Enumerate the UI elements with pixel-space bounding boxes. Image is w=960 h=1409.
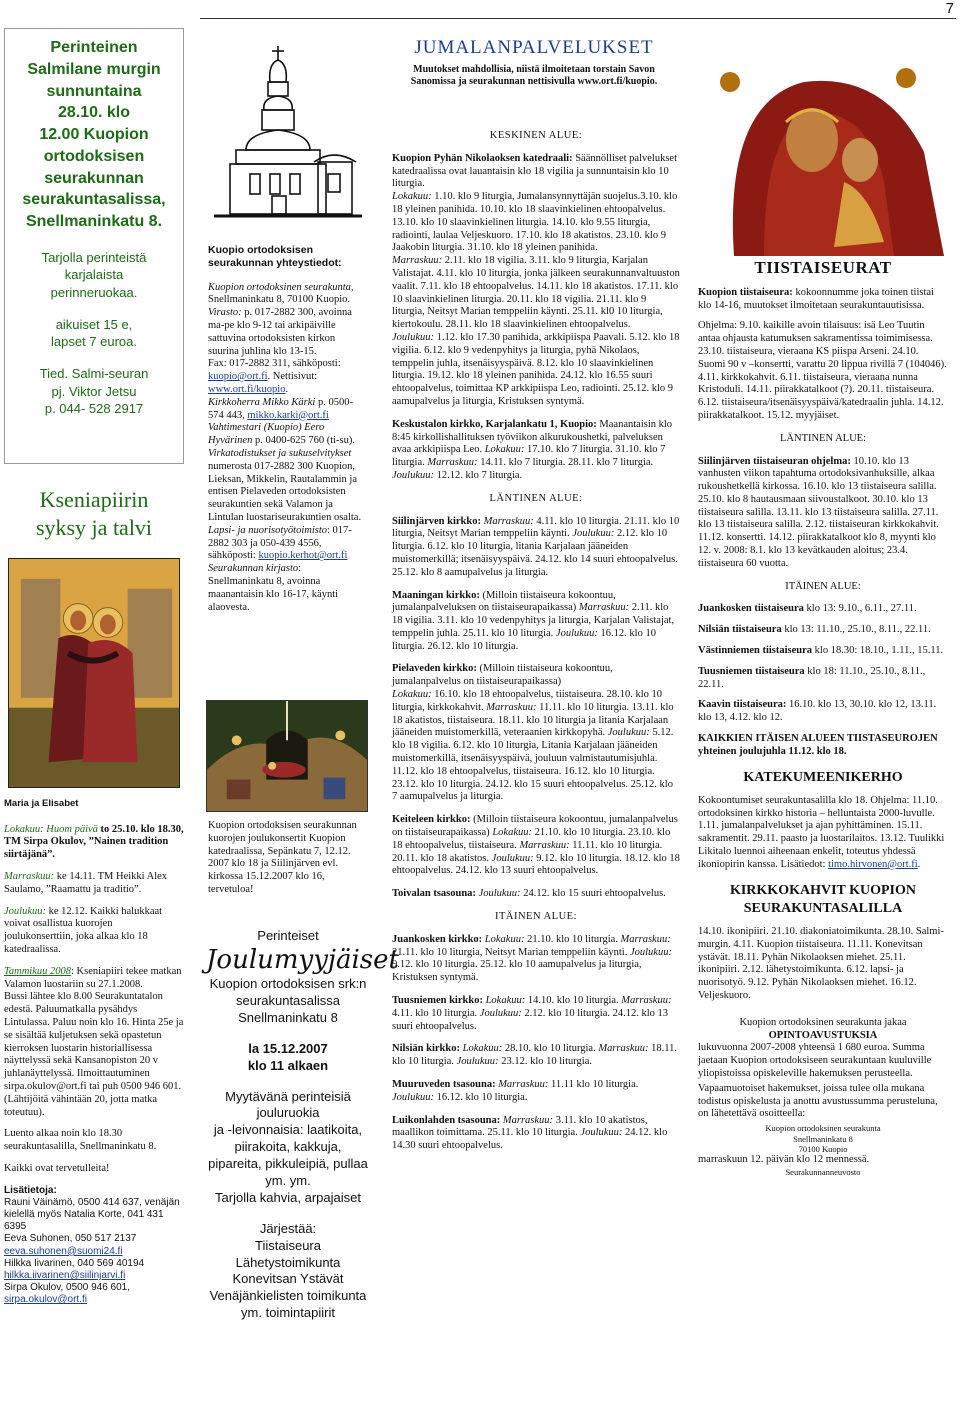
month-label: Marraskuu: (620, 933, 671, 945)
kp-tervetuloa: Kaikki ovat tervetulleita! (4, 1162, 110, 1174)
tiistai-ohjelma: Ohjelma: 9.10. kaikille avoin tilaisuus: isä Leo Tuutin antaa ohjausta katumuksen sakramentissa toimimisessa. 23.10. tiistaiseura, vieraana KS piispa Arseni. 24.10. Suomi 90 v –konsertti, varattu 20 lippua rivillä 7 (104046). 4.11. kirkkokahvit. 6.11. tiistaiseura, vieraana nunna Kristoduli. 14.11. piirakkatalkoot (?). 20.11. tiistaiseura. 6.12. tiistaiseura/itsenäisyyspäivä/katedraalin juhla. 14.12. piirakkatalkoot. 15.12. myyjäiset. (698, 320, 947, 421)
service-text: 12.12. klo 7 liturgia. (434, 469, 523, 481)
society-text: klo 18.30: 18.10., 1.11., 15.11. (812, 645, 944, 657)
month-label: Marraskuu: (621, 995, 672, 1007)
fair-organizer-label: Järjestää: (259, 1220, 317, 1236)
service-text: 14.10. klo 10 liturgia. (525, 995, 622, 1007)
service-text: 28.10. klo 10 liturgia. (502, 1043, 599, 1055)
lisatietoja (4, 1185, 184, 1307)
services-list (392, 124, 680, 1163)
service-text: (Milloin tiistaiseura kokoontuu, jumalanpalveluksen on tiistaiseurapaikassa) (392, 589, 616, 614)
tiistai-siilinjarvi (698, 456, 948, 571)
fair-line: Myytävänä perinteisiä jouluruokia (225, 1088, 351, 1121)
month-label: Marraskuu: (392, 255, 443, 267)
fair-line: Tarjolla kahvia, arpajaiset (215, 1189, 361, 1205)
month-label: Joulukuu: (4, 905, 46, 917)
kp-text: : Kseniapiiri tekee matkan Valamon luostariin su 27.1.2008. (4, 965, 182, 990)
opinto-text: Vapaamuotoiset hakemukset, joissa tulee olla mukana todistus opiskelusta ja anottu avustussumma perusteluna, on lähetettävä osoitteella: (698, 1082, 938, 1120)
murgin-menu: karjalaista (64, 267, 124, 283)
icon-caption: Maria ja Elisabet (4, 798, 79, 809)
murgin-price: lapset 7 euroa. (50, 334, 137, 350)
service-toivala (392, 888, 680, 901)
page-number: 7 (945, 0, 954, 17)
murgin-line: Snellmaninkatu 8. (25, 213, 163, 230)
church-name: Keskustalon kirkko, Karjalankatu 1, Kuopio: (392, 418, 597, 430)
month-label: Joulukuu: (607, 727, 650, 739)
service-pielavesi (392, 663, 680, 804)
service-text: 17.10. klo 7 liturgia. 31.10. klo 7 liturgia. (392, 444, 666, 469)
church-name: Kuopion Pyhän Nikolaoksen katedraali: (392, 152, 573, 164)
service-text: 11.11 klo 10 liturgia. (548, 1079, 639, 1090)
church-drawing (206, 42, 366, 238)
society-name: Västinniemen tiistaiseura (698, 645, 813, 657)
service-text: 21.10. klo 10 liturgia. 23.10. klo 18 ehtoopalvelus, tiistaiseura. (392, 827, 671, 851)
service-text: 11.11. klo 10 liturgia. 13.11. klo 18 akatistos, tiistaiseura. 18.11. klo 10 liturgia ja litania Karjalaan jääneiden muistomerkillä, veteraanien kirkkopyhä. (392, 701, 674, 739)
email-link[interactable]: kuopio@ort.fi (208, 371, 268, 383)
service-muuruvesi (392, 1079, 680, 1105)
service-text: 14.11. klo 7 liturgia. 28.11. klo 7 liturgia. (477, 457, 654, 469)
murgin-price: aikuiset 15 e, (55, 316, 133, 332)
nativity-icon (206, 700, 368, 812)
fair-place: Kuopion ortodoksisen srk:n seurakuntasalissa Snellmaninkatu 8 (209, 976, 367, 1025)
tiistai-juankoski (698, 603, 948, 616)
church-name: Muuruveden tsasouna: (392, 1079, 496, 1090)
section-heading: ITÄINEN ALUE: (785, 580, 861, 592)
month-label: Marraskuu: (486, 701, 537, 713)
kp-luento: Luento alkaa noin klo 18.30 seurakuntasalilla, Snellmaninkatu 8. (4, 1128, 157, 1153)
section-heading: ITÄINEN ALUE: (494, 911, 578, 923)
contact-text: Sirpa Okulov, 0500 946 601, (4, 1282, 131, 1294)
contact-text: Hilkka Iivarinen, 040 569 40194 (4, 1257, 145, 1269)
church-name: Juankosken kirkko: (392, 933, 483, 945)
month-label: Lokakuu: (482, 995, 526, 1007)
header-rule (200, 18, 956, 19)
address-line: Snellmaninkatu 8 (793, 1133, 853, 1144)
kseniapiiri-text (4, 798, 184, 1307)
email-link[interactable]: hilkka.iivarinen@siilinjarvi.fi (4, 1270, 126, 1282)
murgin-line: seurakuntasalissa, (22, 191, 166, 209)
contact-entry (208, 563, 368, 614)
society-text: kokoonnumme joka toinen tiistai klo 14-16, muutokset ilmoitetaan seurakuntauutisissa. (698, 286, 934, 311)
email-link[interactable]: kuopio.kerhot@ort.fi (258, 550, 348, 562)
contact-text: p. 017-2882 300, avoinna ma-pe klo 9-12 tai arkipäiville sattuvina ortodoksisten kirkon suurina juhlina klo 13-15. (208, 307, 352, 357)
katekumeeni-text: Kokoontumiset seurakuntasalilla klo 18. Ohjelma: 11.10. ortodoksinen kirkko historia – helluntaista 2000-luvulle. 1.11. jumalanpalvelukset ja ajan pyhittäminen. 15.11. sakramentit. 29.11. paasto ja luostarilaitos. 13.12. Tuulikki Likitalo luennoi aiheenaan enkelit, toteutus yhdessä ikoniopirin kanssa. Lisätiedot: timo.hirvonen@ort.fi. (698, 794, 945, 870)
month-label: Joulukuu: (572, 528, 615, 540)
opinto-deadline: marraskuun 12. päivän klo 12 mennessä. (698, 1154, 870, 1166)
email-link[interactable]: mikko.karki@ort.fi (247, 409, 329, 421)
society-text: 10.10. klo 13 vanhusten viikon tapahtuma ortodoksivanhuksille, alkaa rukoushetkellä kirkossa. 16.10. klo 13 tiistaiseura salilla. 25.10. klo 8 hautausmaan siivoustalkoot. 30.10. klo 13 tiistaiseura salilla. 13.11. klo 13 tiistaiseura salilla. 27.11. klo 13 tiistaiseura salilla. 2.12. tiistaiseuran kirkkokahvit. 11.12. konsertti. 14.12. piirakkatalkoot klo 8, myynti klo 12. v. 2008: 8.1. klo 13 kevätkauden aloitus; 23.4. tiistaiseura 60 vuotta. (698, 455, 939, 569)
month-label: Marraskuu: (578, 602, 630, 614)
society-name: Tuusniemen tiistaiseura (698, 665, 805, 677)
email-link[interactable]: timo.hirvonen@ort.fi (828, 858, 918, 870)
email-link[interactable]: sirpa.okulov@ort.fi (4, 1294, 87, 1306)
service-text: (Milloin tiistaiseura kokoontuu, jumalanpalvelus on tiistaiseurapaikassa) (392, 663, 613, 688)
kseniapiirin-title-line: Kseniapiirin (39, 487, 149, 512)
murgin-line: 28.10. klo (57, 104, 131, 122)
contact-text: Fax: 017-2882 311, sähköposti: (208, 358, 341, 370)
service-text: 23.12. klo 10 liturgia. (498, 1056, 592, 1068)
kp-text: to 25.10. klo 18.30, TM Sirpa Okulov, ”Nainen tradition siirtäjänä”. (4, 823, 184, 861)
tiistai-kuopio (698, 287, 948, 313)
society-name: Kuopion tiistaiseura: (698, 286, 793, 298)
month-label: Joulukuu: (629, 946, 672, 958)
service-text: 21.11. klo 10 liturgia, Neitsyt Marian temppeliin käynti. (392, 946, 630, 958)
kp-text: Bussi lähtee klo 8.00 Seurakuntatalon edestä. Paluumatkalla pysähdys Lintulassa. Paluu noin klo 16. Hinta 25e ja se sisältää kuljetuksen sekä opastetun kierroksen luostarin historiallisessa näyttelyssä sekä Kansanopiston 20 v juhlanäyttelyssä. Ilmoittautuminen sirpa.okulov@ort.fi tai puh 0500 946 601. (4, 991, 184, 1092)
fair-title: Joulumyyjäiset (206, 944, 399, 975)
service-text: 5.12. klo 18 vigilia. 6.12. klo 10 liturgia, Litania Karjalaan jääneiden muistomerkillä, itsenäisyyspäivä, jouluun valmistautumisjuhla. 11.12. klo 18 ehtoopalvelus, tiistaiseura. 16.12. klo 10 liturgia. 23.12. klo 10 liturgia. 24.12. klo 15 suuri ehtoopalvelus. 25.12. klo 7 aamupalvelus ja liturgia. (392, 727, 674, 803)
contact-label: Virkatodistukset ja sukuselvitykset (208, 447, 352, 459)
service-keitele (392, 814, 680, 878)
fair-date: la 15.12.2007 (248, 1040, 328, 1056)
month-label: Lokakuu: (484, 444, 525, 456)
kp-marraskuu (4, 871, 184, 897)
contact-entry (208, 307, 368, 358)
maria-elisabet-icon (8, 558, 180, 788)
month-label: Joulukuu: (456, 1056, 499, 1068)
tiistai-tuusniemi (698, 666, 948, 692)
month-label: Lokakuu: (459, 1043, 503, 1055)
contact-label: Virasto: (208, 307, 242, 319)
month-label: Marraskuu: (495, 1079, 549, 1090)
church-name: Toivalan tsasouna: (392, 888, 476, 900)
church-name: Pielaveden kirkko: (392, 663, 477, 675)
service-maaninka (392, 590, 680, 654)
service-text: 1.12. klo 17.30 panihida, arkkipiispa Paavali. 5.12. klo 18 vigilia. 6.12. klo 9 vedenpyhitys ja liturgia, pyhä Nikolaos, temppelin juhla, itsenäisyyspäivä. 8.12. klo 10 slaavinkielinen liturgia. 19.12. klo 18 yleinen panihida. 24.12. klo 16.55 suuri ehtoopalvelus, toimittaa KP arkkipiispa Leo, radiointi. 25.12. klo 9 aamupalvelus ja liturgia, Kristuksen syntymä. (392, 331, 680, 407)
month-label: Joulukuu: (392, 469, 434, 481)
month-label: Tammikuu 2008 (4, 965, 71, 977)
katekumeeni-title: KATEKUMEENIKERHO (743, 769, 903, 785)
society-name: Nilsiän tiistaiseura (698, 624, 782, 636)
society-text: KAIKKIEN ITÄISEN ALUEEN TIISTASEUROJEN yhteinen joulujuhla 11.12. klo 18. (698, 733, 938, 757)
kp-text: ke 14.11. TM Heikki Alex Saulamo, ”Raamattu ja traditio”. (4, 870, 168, 895)
month-label: Marraskuu: (519, 839, 570, 851)
society-name: Siilinjärven tiistaiseuran ohjelma: (698, 455, 851, 467)
kp-lokakuu (4, 824, 184, 862)
society-text: 16.10. klo 13, 30.10. klo 12, 13.11. klo 13, 4.12. klo 12. (698, 699, 937, 724)
contacts-title: Kuopio ortodoksisen seurakunnan yhteystiedot: (208, 244, 342, 269)
fair-line: ja -leivonnaisia: laatikoita, piirakoita, kakkuja, pipareita, pikkuleipiä, pullaa ym. ym. (208, 1122, 368, 1188)
contact-text: p. 0400-625 760 (ti-su). (252, 435, 355, 447)
service-text: 3.11. klo 10 akatistos, maallikon toimittama. 25.11. klo 10 liturgia. (392, 1114, 648, 1139)
fair-line: Perinteiset (257, 928, 319, 943)
contact-text: Snellmaninkatu 8, 70100 Kuopio. (208, 294, 351, 306)
address-line: 70100 Kuopio (798, 1143, 848, 1154)
contact-entry (208, 422, 368, 448)
tiistai-kaavi (698, 699, 948, 725)
service-text: 9.12. klo 10 liturgia. 25.12. klo 10 aamupalvelus ja liturgia, Kristuksen syntymä. (392, 959, 642, 984)
contact-line (4, 1233, 184, 1257)
murgin-info: pj. Viktor Jetsu (51, 383, 137, 399)
kp-text: ke 12.12. Kaikki halukkaat voivat osallistua kuorojen joulukonserttiin, joka alkaa klo 18 katedraalissa. (4, 905, 163, 955)
concert-notice: Kuopion ortodoksisen seurakunnan kuorojen joulukonsertit Kuopion katedraalissa, Sepänkatu 7, 12.12. 2007 klo 18 ja Siilinjärven evl. kirkossa 15.12.2007 klo 16, tervetuloa! (208, 820, 357, 895)
service-juankoski (392, 934, 680, 985)
service-luikonlahti (392, 1115, 680, 1153)
contact-text: numerosta 017-2882 300 Kuopion, Lieksan, Mikkelin, Rautalammin ja entisen Pielaveden ortodoksisten seurakuntien sekä Valamon ja Lintulan luostariseurakuntien osalta. (208, 460, 362, 523)
service-nilsia (392, 1043, 680, 1069)
month-label: Marraskuu: (500, 1114, 554, 1126)
web-link[interactable]: www.ort.fi/kuopio (208, 383, 286, 395)
murgin-info: p. 044- 528 2917 (44, 401, 144, 417)
murgin-line: sunnuntaina (46, 82, 142, 100)
service-text: 18.11. klo 10 liturgia. (392, 1043, 678, 1068)
contact-label: Lapsi- ja nuorisotyötoimisto (208, 524, 328, 536)
month-label: Joulukuu: (555, 627, 598, 639)
opintoavustuksia-title: OPINTOAVUSTUKSIA (768, 1029, 878, 1041)
contact-text: : 017-2882 303 ja 050-439 4556, sähköposti: (208, 524, 352, 562)
jumalanpalvelukset-title: JUMALANPALVELUKSET (414, 37, 654, 58)
month-label: Lokakuu: (392, 191, 432, 203)
service-text: 4.11. klo 10 liturgia. (392, 1007, 480, 1019)
month-label: Marraskuu: (598, 1043, 649, 1055)
contact-entry (208, 525, 368, 563)
fair-time: klo 11 alkaen (247, 1057, 329, 1073)
service-text: 4.11. klo 10 liturgia. 21.11. klo 10 liturgia, Neitsyt Marian temppeliin käynti. (392, 515, 680, 540)
month-label: Joulukuu: (392, 331, 434, 343)
contact-text: p. 0500-574 443, (208, 396, 353, 421)
church-name: Maaningan kirkko: (392, 589, 480, 601)
church-name: Luikonlahden tsasouna: (392, 1114, 501, 1126)
contact-text: : Snellmaninkatu 8, avoinna maanantaisin klo 16-17, käynti alaovesta. (208, 563, 339, 613)
month-label: Joulukuu: (580, 1127, 623, 1139)
service-text: 16.12. klo 10 liturgia. (434, 1091, 528, 1103)
service-text: Maanantaisin klo 8:45 kirkollishallituksen työviikon alkurukoushetki, palveluksen avaa arkkipiispa Leo. (392, 418, 673, 456)
month-label: Joulukuu: (491, 852, 534, 864)
service-text: (Milloin tiistaiseura kokoontuu, jumalanpalvelus on tiistaiseurapaikassa) (392, 814, 678, 839)
contact-text: Eeva Suhonen, 050 517 2137 (4, 1233, 137, 1245)
contact-text: . Nettisivut: (267, 371, 318, 383)
murgin-line: seurakunnan (44, 169, 144, 187)
salmi-murgin-box (4, 28, 184, 464)
month-label: Lokakuu: (392, 689, 432, 701)
contact-info (208, 244, 368, 614)
church-name: Keiteleen kirkko: (392, 814, 471, 826)
month-label: Lokakuu: (482, 933, 525, 945)
tiistai-joulujuhla (698, 733, 948, 759)
month-label: Joulukuu: (392, 1091, 434, 1103)
christmas-fair (206, 928, 399, 1322)
contact-line (4, 1282, 184, 1306)
murgin-line: Salmilane murgin (27, 60, 161, 78)
section-heading: LÄNTINEN ALUE: (779, 432, 867, 444)
murgin-menu: Tarjolla perinteistä (41, 249, 147, 265)
kp-joulukuu (4, 906, 184, 957)
kseniapiirin-title-line: syksy ja talvi (35, 514, 153, 540)
contact-label: Vahtimestari (Kuopio) Eero Hyvärinen (208, 422, 325, 447)
kp-tammikuu (4, 966, 184, 1120)
section-heading: LÄNTINEN ALUE: (489, 492, 583, 504)
month-label: Marraskuu: (480, 515, 534, 527)
month-label: Lokakuu: (492, 827, 532, 839)
service-text: 24.12. klo 14.30 suuri ehtoopalvelus. (392, 1127, 668, 1152)
kirkkokahvit-text: 14.10. ikonipiiri. 21.10. diakoniatoimikunta. 28.10. Salmi-murgin. 4.11. Kuopion tiistaiseura. 11.11. Konevitsan ystävät. 18.11. Pyhän Nikolaoksen miehet. 25.11. ikonipiiri. 2.12. lähetystoimikunta. 6.12. lapsi- ja nuorisotyö. 9.12. Pyhän Nikolaoksen miehet. 16.12. Veljeskuoro. (698, 925, 944, 1001)
contact-entry (208, 282, 368, 308)
murgin-line: ortodoksisen (43, 147, 145, 165)
tiistaiseurat (698, 258, 948, 1177)
address-line: Seurakunnanneuvosto (785, 1167, 861, 1178)
contact-label: Seurakunnan kirjasto (208, 563, 299, 575)
month-label: Joulukuu: (479, 1007, 522, 1019)
service-text: 16.12. klo 10 liturgia. 26.12. klo 10 liturgia. (392, 627, 656, 652)
opinto-intro: Kuopion ortodoksinen seurakunta jakaa (739, 1016, 907, 1028)
church-name: Nilsiän kirkko: (392, 1043, 460, 1055)
email-link[interactable]: eeva.suhonen@suomi24.fi (4, 1245, 123, 1257)
society-name: Juankosken tiistaiseura (698, 603, 804, 615)
month-label: Marraskuu: (4, 870, 55, 882)
service-tuusniemi (392, 995, 680, 1033)
contact-line: Rauni Väinämö, 0500 414 637, venäjän kielellä myös Natalia Korte, 041 431 6395 (4, 1196, 180, 1233)
theotokos-icon (694, 42, 954, 256)
service-text: 16.10. klo 18 ehtoopalvelus, tiistaiseura. 28.10. klo 10 liturgia, kirkkokahvit. (392, 689, 663, 713)
service-text: 2.11. klo 18 vigilia. 3.11. klo 9 liturgia, Karjalan Valistajat. 4.11. klo 10 liturgia, jonka jälkeen seurakunnanvaltuuston vaalit. 7.11. klo 18 ehtoopalvelus. 14.11. klo 18 akatistos. 17.11. klo 10 slaavinkielinen liturgia. 20.11. klo 18 vigilia. 21.11. klo 9 liturgia, Neitsyt Marian temppeliin käynti. 25.11. kl0 10 liturgia, kiertokoulu. 28.11. klo 18 slaavinkielinen ehtoopalvelus. (392, 255, 680, 331)
kp-text: (Lähtijöitä vähintään 20, jotta matka toteutuu). (4, 1093, 158, 1118)
month-label: Lokakuu: Huom päivä (4, 823, 98, 835)
lisatietoja-label: Lisätietoja: (4, 1184, 57, 1196)
opinto-text: lukuvuonna 2007-2008 yhteensä 1 680 euroa. Summa jaetaan Kuopion ortodoksiseen seurakuntaan kuuluville yliopistoissa opiskeleville hakemuksen perusteella. (698, 1042, 932, 1079)
service-text: 2.12. klo 10 liturgia. 6.12. klo 10 liturgia, litania Karjalaan jääneiden muistomerkillä; itsenäisyyspäivä. 24.12. klo 14 suuri ehtoopalvelus. 25.12. klo 8 aamupalvelus ja liturgia. (392, 528, 678, 578)
tiistai-nilsia (698, 624, 948, 637)
society-text: klo 13: 11.10., 25.10., 8.11., 22.11. (781, 624, 931, 636)
contact-label: Kuopion ortodoksinen seurakunta, (208, 281, 354, 293)
fair-organizers: Tiistaiseura Lähetystoimikunta Konevitsan Ystävät Venäjänkielisten toimikunta ym. toimintapiirit (209, 1237, 367, 1321)
murgin-menu: perinneruokaa. (50, 285, 138, 301)
service-katedraali (392, 153, 680, 409)
tiistaiseurat-title: TIISTAISEURAT (754, 258, 892, 277)
tiistai-vastinniemi (698, 645, 948, 658)
month-label: Joulukuu: (475, 888, 521, 900)
contact-entry: Fax: 017-2882 311, sähköposti: kuopio@ort.fi. Nettisivut: www.ort.fi/kuopio. (208, 358, 341, 395)
kirkkokahvit-title: KIRKKOKAHVIT KUOPION SEURAKUNTASALILLA (729, 882, 917, 916)
society-text: klo 13: 9.10., 6.11., 27.11. (803, 603, 917, 615)
church-name: Tuusniemen kirkko: (392, 995, 483, 1007)
service-text: 2.11. klo 18 vigilia. 3.11. klo 10 vedenpyhitys ja liturgia, Karjalan Valistajat, temppelin juhla. 25.11. klo 10 liturgia. (392, 602, 675, 639)
section-heading: KESKINEN ALUE: (489, 130, 583, 141)
service-text: 21.10. klo 10 liturgia. (524, 933, 621, 945)
jumalanpalvelukset-subtitle: Muutokset mahdollisia, niistä ilmoitetaan torstain Savon Sanomissa ja seurakunnan nettisivulla www.ort.fi/kuopio. (410, 64, 658, 87)
service-text: 9.12. klo 10 liturgia. 18.12. klo 18 ehtoopalvelus. 24.12. klo 13 suuri ehtoopalvelus. (392, 852, 680, 877)
church-name: Siilinjärven kirkko: (392, 515, 481, 527)
murgin-info: Tied. Salmi-seuran (39, 366, 149, 382)
service-text: 11.11. klo 10 liturgia. 20.11. klo 18 akatistos. (392, 839, 663, 864)
service-keskustalo (392, 419, 680, 483)
murgin-line: Perinteinen (50, 39, 138, 56)
service-text: 2.12. klo 10 liturgia. 24.12. klo 13 suuri ehtoopalvelus. (392, 1007, 669, 1032)
society-name: Kaavin tiistaiseura: (698, 699, 787, 711)
contact-entry (208, 397, 368, 423)
service-siilinjarvi (392, 516, 680, 580)
kseniapiirin-title (4, 486, 184, 541)
address-line: Kuopion ortodoksinen seurakunta (765, 1123, 881, 1134)
society-text: klo 18: 11.10., 25.10., 8.11., 22.11. (698, 665, 926, 690)
month-label: Marraskuu: (427, 457, 478, 469)
contact-entry (208, 448, 368, 525)
service-text: 1.10. klo 9 liturgia, Jumalansynnyttäjän suojelus.3.10. klo 18 yleinen panihida. 10.10. klo 18 slaavinkielinen ehtoopalvelus. 13.10. klo 10 slaavinkielinen liturgia. 14.10. klo 9.55 liturgia, radiointi, laulaa Veljeskuoro. 17.10. klo 18 akatistos. 23.10. klo 9 Jaakobin liturgia. 31.10. klo 18 yleinen panihida. (392, 191, 678, 254)
contact-label: Kirkkoherra Mikko Kärki (208, 396, 316, 408)
service-text: 24.12. klo 15 suuri ehtoopalvelus. (520, 888, 666, 900)
murgin-line: 12.00 Kuopion (39, 126, 149, 143)
contact-line (4, 1258, 184, 1282)
service-text: Säännölliset palvelukset katedraalissa ovat lauantaisin klo 18 vigilia ja sunnuntaisin klo 10 liturgia. (392, 152, 677, 190)
katekumeeni-body: Kokoontumiset seurakuntasalilla klo 18. Ohjelma: 11.10. ortodoksinen kirkko historia – helluntaista 2000-luvulle. 1.11. jumalanpalvelukset ja ajan pyhittäminen. 15.11. sakramentit. 29.11. paasto ja luostarilaitos. 13.12. Tuulikki Likitalo luennoi aiheenaan enkelit, toteutus yhdessä ikoniopirin kanssa. Lisätiedot: (698, 794, 945, 870)
